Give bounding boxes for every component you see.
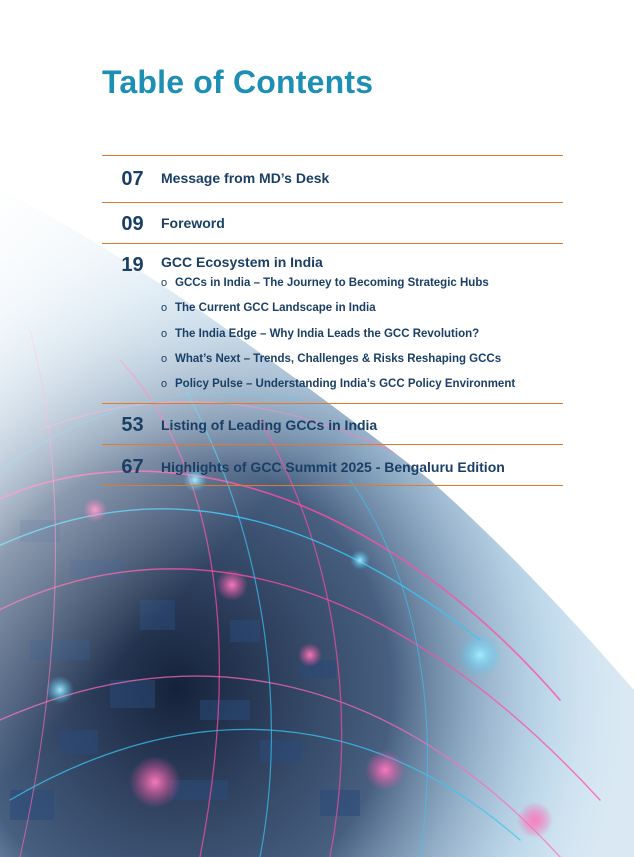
toc-subsection-label: Policy Pulse – Understanding India’s GCC Policy Environment [175,378,516,391]
bullet-icon: o [161,277,168,289]
toc-entry[interactable] [102,203,563,244]
toc-title: Highlights of GCC Summit 2025 - Bengaluru Edition [161,459,505,475]
toc-page-number: 53 [121,414,144,436]
toc-entry[interactable] [102,244,563,404]
toc-subsection-item[interactable] [161,377,563,402]
toc-subsection-label: GCCs in India – The Journey to Becoming Strategic Hubs [175,277,489,289]
toc-title: Message from MD’s Desk [161,170,330,186]
bullet-icon: o [161,327,168,340]
toc-subsection-label: What’s Next – Trends, Challenges & Risks Reshaping GCCs [175,352,502,365]
bullet-icon: o [161,378,168,391]
toc-title: Listing of Leading GCCs in India [161,417,378,433]
toc-entry[interactable] [102,404,563,445]
toc-subsection-item[interactable] [161,327,563,352]
toc-page-number: 67 [121,456,144,478]
toc-subsection-label: The India Edge – Why India Leads the GCC Revolution? [175,327,480,340]
bullet-icon: o [161,352,168,365]
toc-subsection-list [161,276,563,402]
toc-subsection-item[interactable] [161,301,563,326]
table-of-contents [102,155,563,486]
toc-subsection-item[interactable] [161,352,563,377]
toc-entry[interactable] [102,156,563,203]
toc-page-number: 09 [121,213,144,235]
page-title: Table of Contents [102,64,374,100]
toc-title: Foreword [161,215,225,231]
toc-page-number: 19 [121,254,144,276]
toc-title: GCC Ecosystem in India [161,254,323,270]
toc-subsection-item[interactable] [161,276,563,301]
toc-entry[interactable] [102,445,563,486]
toc-subsection-label: The Current GCC Landscape in India [175,302,376,315]
toc-page-number: 07 [121,168,144,190]
bullet-icon: o [161,302,168,315]
